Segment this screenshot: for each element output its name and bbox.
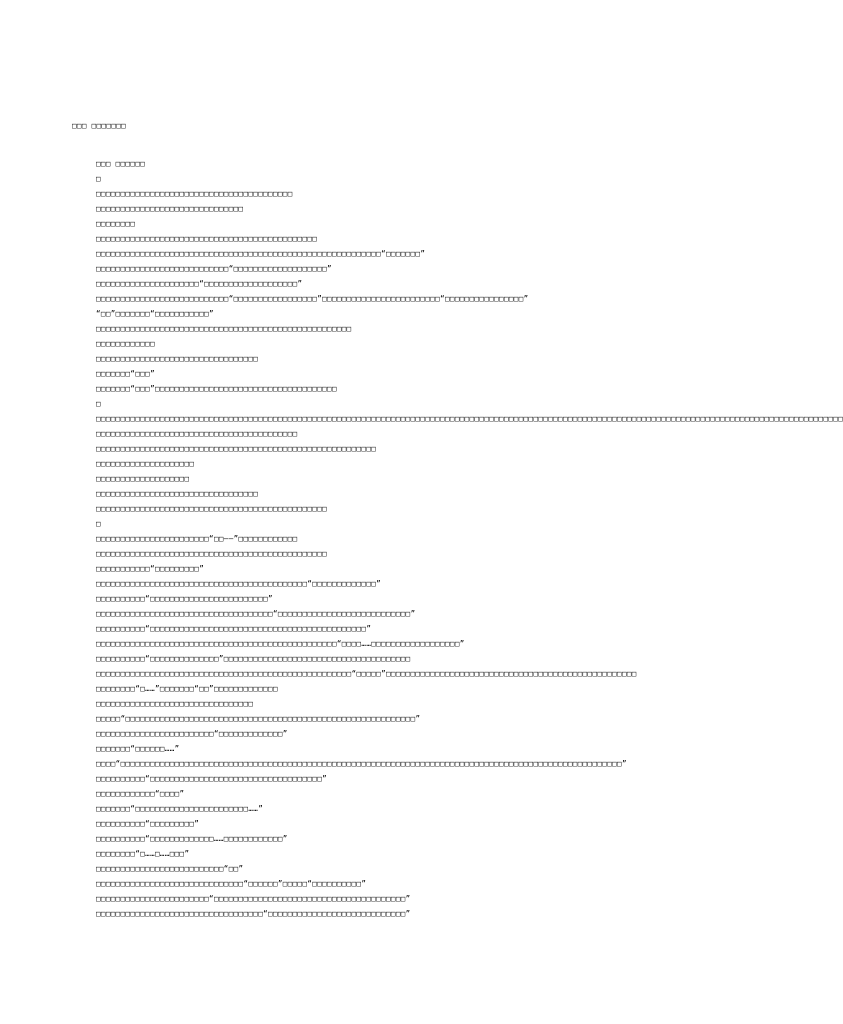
paragraph: □□□□□□□□“□……”□□□□□□□“□□”□□□□□□□□□□□□□ bbox=[96, 684, 278, 693]
paragraph: □□□□□□□□□□□□□□□□□□□□ bbox=[96, 459, 195, 468]
paragraph: □□□□□□□“□□□□□□……” bbox=[96, 744, 180, 753]
paragraph: □□□□□□□“□□□” bbox=[96, 369, 155, 378]
paragraph: □□□□□□□□□□“□□□□□□□□□□□□□□□□□□□□□□□□□□□□□□□□□□□□□□□□□□□□” bbox=[96, 624, 372, 633]
paragraph: □□□□□□□□□□□“□□□□□□□□□” bbox=[96, 564, 205, 573]
paragraph: □□□□□□□□□□□□□□□□□□□□□□□□□□□□□□□□ bbox=[96, 699, 254, 708]
paragraph: □□□□□□□□□□□□□□□□□□□□□□□□□□□□□□□□□□□□□□□□□□□□□□□□□□□□□□□□□ bbox=[96, 444, 377, 453]
document-title: □□□ □□□□□□□ bbox=[72, 121, 127, 130]
paragraph: □□□□“□□□□□□□□□□□□□□□□□□□□□□□□□□□□□□□□□□□□□□□□□□□□□□□□□□□□□□□□□□□□□□□□□□□□□□□□□□□□□□□□□□□□□□□□□□□□□□□□□□□□□□” bbox=[96, 759, 627, 768]
paragraph: □□□□□□□□□□□□□□□□□□□□□“□□□□□□□□□□□□□□□□□□□” bbox=[96, 279, 303, 288]
paragraph: □□□□□□□□□□□□□□□□□□□□□□□□□□“□□” bbox=[96, 864, 244, 873]
paragraph: □□□□□□□□ bbox=[96, 219, 136, 228]
paragraph: □□□□□□□□□□□□□□□□□□□□□□□□□□□□□□□□□□□□□□□□□□□□□□□□□□□□“□□□□□”□□□□□□□□□□□□□□□□□□□□□□□□□□□□□□□□□□□□□□□□□□□□□□□□□□□ bbox=[96, 669, 637, 678]
paragraph: □□□□□□□□□□□□□□□□□□□□□□□□□□□□□□□□□□□□□□□□□□□□□□□ bbox=[96, 549, 328, 558]
paragraph: □□□□□□□□□□□□□□□□□□□□□□□□□□□□□□□□□□“□□□□□□□□□□□□□□□□□□□□□□□□□□□□” bbox=[96, 909, 411, 918]
paragraph: □□□□□□□“□□□□□□□□□□□□□□□□□□□□□□□……” bbox=[96, 804, 264, 813]
paragraph: □□□□□□□□□□□□□□□□□□□□□□□“□□□□□□□□□□□□□□□□□□□□□□□□□□□□□□□□□□□□□□□” bbox=[96, 894, 411, 903]
paragraph: □□□□□□□□□□□□“□□□□” bbox=[96, 789, 185, 798]
paragraph: □□□□□□□□□□□□□□□□□□□□□□□□□□□□□□□□□□□□□□□□ bbox=[96, 189, 293, 198]
paragraph: □□□□□□□□□□□□□□□□□□□□□□□“□□——”□□□□□□□□□□□□ bbox=[96, 534, 298, 543]
paragraph: □□□□□□□□□□□□□□□□□□□□□□□□□□□□□□□□□□□□□□□□□□□□□□□□□□□□□□□□□□“□□□□□□□” bbox=[96, 249, 426, 258]
paragraph: □ bbox=[96, 174, 101, 183]
paragraph: □□□□□□□□□□□□□□□□□□□□□□□□□□□“□□□□□□□□□□□□□□□□□□□” bbox=[96, 264, 332, 273]
paragraph: □□□□□□□□□□□□□□□□□□□□□□□□□□□□□□ bbox=[96, 204, 244, 213]
paragraph: “□□”□□□□□□□“□□□□□□□□□□□” bbox=[96, 309, 214, 318]
paragraph: □□□□□□□□□□“□□□□□□□□□□□□□□□□□□□□□□□□□□□□□□□□□□□” bbox=[96, 774, 328, 783]
paragraph: □□□□□□□□□□□□□□□□□□□□□□□□□□□□□□□□□ bbox=[96, 489, 259, 498]
paragraph: □□□□□□□□□□□□□□□□□□□□□□□□□□□□□□□□□ bbox=[96, 354, 259, 363]
paragraph: □□□□□□□□□□□□□□□□□□□□□□□□□□□□□□□□□□□□□□□□□□□□□□□□□“□□□□……□□□□□□□□□□□□□□□□□□” bbox=[96, 639, 465, 648]
paragraph: □□□□□□□□□□□□□□□□□□□ bbox=[96, 474, 190, 483]
paragraph: □□□□□□□□□□“□□□□□□□□□” bbox=[96, 819, 200, 828]
paragraph: □□□□□□□□□□□□□□□□□□□□□□□□□□□□□□□□□□□□□□□□□ bbox=[96, 429, 298, 438]
paragraph: □□□□□□□□□□□□ bbox=[96, 339, 155, 348]
paragraph: □□□□□□□□□□□□□□□□□□□□□□□□□□□“□□□□□□□□□□□□□□□□□”□□□□□□□□□□□□□□□□□□□□□□□□“□□□□□□□□□□□□□□□□” bbox=[96, 294, 529, 303]
paragraph: □□□□□□□□□□□□□□□□□□□□□□□□□□□□□□“□□□□□□”□□□□□“□□□□□□□□□□” bbox=[96, 879, 367, 888]
paragraph: □□□□□□□□□□□□□□□□□□□□□□□□“□□□□□□□□□□□□□” bbox=[96, 729, 288, 738]
paragraph: □□□□□□□□□□□□□□□□□□□□□□□□□□□□□□□□□□□□□□□□□□□□□□□ bbox=[96, 504, 328, 513]
paragraph: □□□□□□□□□□“□□□□□□□□□□□□□……□□□□□□□□□□□□” bbox=[96, 834, 288, 843]
paragraph: □□□□□□□□“□……□……□□□” bbox=[96, 849, 190, 858]
paragraph: □□□□□□□□□□□□□□□□□□□□□□□□□□□□□□□□□□□□□□□□□□□“□□□□□□□□□□□□□” bbox=[96, 579, 382, 588]
paragraph: □□□□□□□“□□□”□□□□□□□□□□□□□□□□□□□□□□□□□□□□□□□□□□□□□ bbox=[96, 384, 337, 393]
paragraph: □□□□□□□□□□□□□□□□□□□□□□□□□□□□□□□□□□□□□□□□□□□□□□□□□□□□□□□□□□□□□□□□□□□□□□□□□□□□□□□□□□□□□□□□□□□□□□□□□□□□□□□□□□□□□□□□□□□□□□□□□□□□□□□□□□□□□□□□□□□□□□□□□□□□□□□□ bbox=[96, 414, 843, 423]
paragraph: □□□□□□□□□□□□□□□□□□□□□□□□□□□□□□□□□□□□□□□□□□□□□ bbox=[96, 234, 318, 243]
paragraph: □ bbox=[96, 519, 101, 528]
paragraph: □□□□□□□□□□“□□□□□□□□□□□□□□□□□□□□□□□□” bbox=[96, 594, 273, 603]
paragraph: □ bbox=[96, 399, 101, 408]
paragraph: □□□ □□□□□□ bbox=[96, 159, 146, 168]
paragraph: □□□□□□□□□□“□□□□□□□□□□□□□□”□□□□□□□□□□□□□□□□□□□□□□□□□□□□□□□□□□□□□□ bbox=[96, 654, 411, 663]
paragraph: □□□□□□□□□□□□□□□□□□□□□□□□□□□□□□□□□□□□□□□□□□□□□□□□□□□□ bbox=[96, 324, 352, 333]
paragraph: □□□□□□□□□□□□□□□□□□□□□□□□□□□□□□□□□□□□“□□□□□□□□□□□□□□□□□□□□□□□□□□□” bbox=[96, 609, 416, 618]
document-body bbox=[72, 156, 843, 921]
paragraph: □□□□□“□□□□□□□□□□□□□□□□□□□□□□□□□□□□□□□□□□□□□□□□□□□□□□□□□□□□□□□□□□□” bbox=[96, 714, 421, 723]
